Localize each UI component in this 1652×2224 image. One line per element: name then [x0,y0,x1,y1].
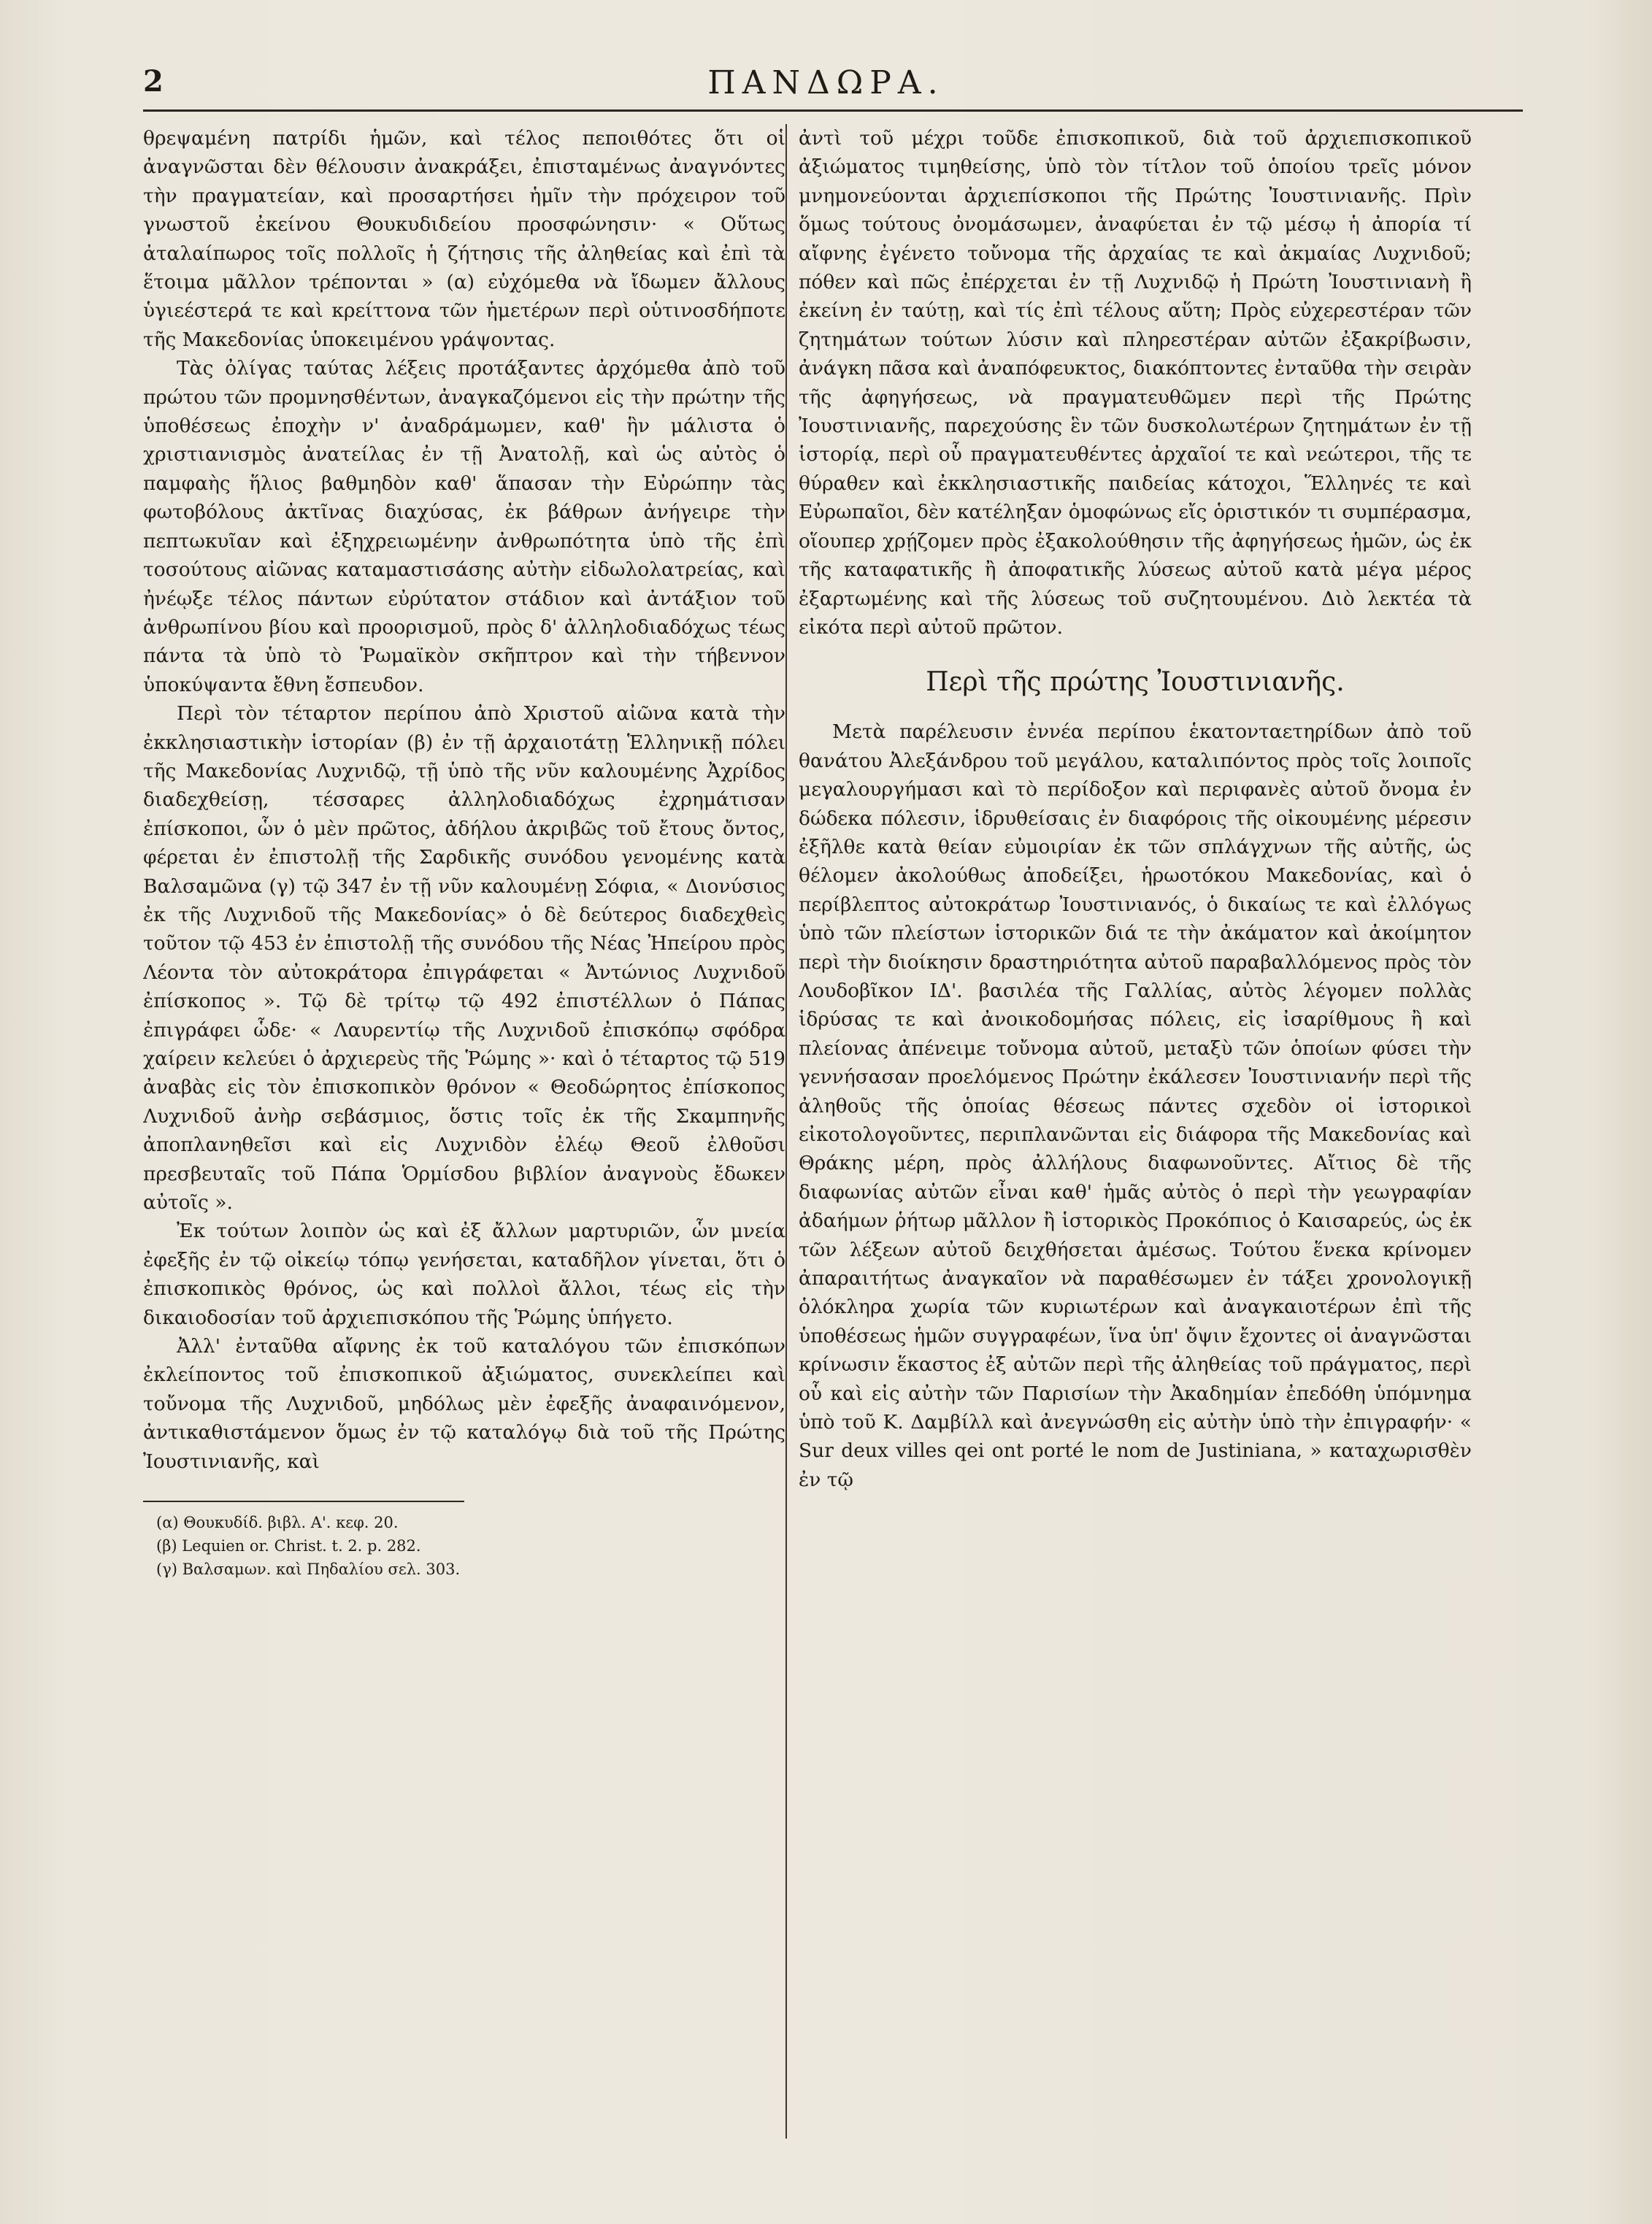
right-column [799,124,1472,2139]
paragraph: θρεψαμένη πατρίδι ἡμῶν, καὶ τέλος πεποιθότες ὅτι οἱ ἀναγνῶσται δὲν θέλουσιν ἀνακράξει, ἐπισταμένως ἀναγνόντες τὴν πραγματείαν, καὶ προσαρτήσει ἡμῖν τὴν πρόχειρον τοῦ γνωστοῦ ἐκείνου Θουκυδιδείου προσφώνησιν· « Οὕτως ἀταλαίπωρος τοῖς πολλοῖς ἡ ζήτησις τῆς ἀληθείας καὶ ἐπὶ τὰ ἕτοιμα μᾶλλον τρέπονται » (α) εὐχόμεθα νὰ ἴδωμεν ἄλλους ὑγιεέστερά τε καὶ κρείττονα τῶν ἡμετέρων περὶ οὑτινοσδήποτε τῆς Μακεδονίας ὑποκειμένου γράψοντας. [143,127,785,351]
paragraph: ἀντὶ τοῦ μέχρι τοῦδε ἐπισκοπικοῦ, διὰ τοῦ ἀρχιεπισκοπικοῦ ἀξιώματος τιμηθείσης, ὑπὸ τὸν τίτλον τοῦ ὁποίου τρεῖς μόνον μνημονεύονται ἀρχιεπίσκοποι τῆς Πρώτης Ἰουστινιανῆς. Πρὶν ὅμως τούτους ὀνομάσωμεν, ἀναφύεται ἐν τῷ μέσῳ ἡ ἀπορία τί αἴφνης ἐγένετο τοὔνομα τῆς ἀρχαίας τε καὶ ἀκμαίας Λυχνιδοῦ; πόθεν καὶ πῶς ἐπέρχεται ἐν τῇ Λυχνιδῷ ἡ Πρώτη Ἰουστινιανὴ ἢ ἐκείνη ἐν ταύτῃ, καὶ τίς ἐπὶ τέλους αὕτη; Πρὸς εὐχερεστέραν τῶν ζητημάτων τούτων λύσιν καὶ πληρεστέραν αὐτῶν ἐξακρίβωσιν, ἀνάγκη πᾶσα καὶ ἀναπόφευκτος, διακόπτοντες ἐνταῦθα τὴν σειρὰν τῆς ἀφηγήσεως, νὰ πραγματευθῶμεν περὶ τῆς Πρώτης Ἰουστινιανῆς, παρεχούσης ἓν τῶν δυσκολωτέρων ζητημάτων ἐν τῇ ἱστορίᾳ, περὶ οὗ πραγματευθέντες ἀρχαῖοί τε καὶ νεώτεροι, τῆς τε θύραθεν καὶ ἐκκλησιαστικῆς παιδείας κάτοχοι, Ἕλληνές τε καὶ Εὐρωπαῖοι, δὲν κατέληξαν ὁμοφώνως εἴς ὁριστικόν τι συμπέρασμα, οἵουπερ χρῄζομεν πρὸς ἐξακολούθησιν τῆς ἀφηγήσεως ἡμῶν, ὡς ἐκ τῆς καταφατικῆς ἢ ἀποφατικῆς λύσεως αὐτοῦ κατὰ μέγα μέρος ἐξαρτωμένης καὶ τῆς λύσεως τοῦ συζητουμένου. Διὸ λεκτέα τὰ εἰκότα περὶ αὐτοῦ πρῶτον. [799,127,1472,639]
footnote: (β) Lequien or. Christ. t. 2. p. 282. [156,1537,421,1555]
footnote: (γ) Βαλσαμων. καὶ Πηδαλίου σελ. 303. [156,1561,461,1579]
paragraph: Περὶ τὸν τέταρτον περίπου ἀπὸ Χριστοῦ αἰῶνα κατὰ τὴν ἐκκλησιαστικὴν ἱστορίαν (β) ἐν τῇ ἀρχαιοτάτῃ Ἑλληνικῇ πόλει τῆς Μακεδονίας Λυχνιδῷ, τῇ ὑπὸ τῆς νῦν καλουμένης Ἀχρίδος διαδεχθείσῃ, τέσσαρες ἀλληλοδιαδόχως ἐχρημάτισαν ἐπίσκοποι, ὧν ὁ μὲν πρῶτος, ἀδήλου ἀκριβῶς τοῦ ἔτους ὄντος, φέρεται ἐν ἐπιστολῇ τῆς Σαρδικῆς συνόδου γενομένης κατὰ Βαλσαμῶνα (γ) τῷ 347 ἐν τῇ νῦν καλουμένῃ Σόφια, « Διονύσιος ἐκ τῆς Λυχνιδοῦ τῆς Μακεδονίας» ὁ δὲ δεύτερος διαδεχθεὶς τοῦτον τῷ 453 ἐν ἐπιστολῇ τῆς συνόδου τῆς Νέας Ἠπείρου πρὸς Λέοντα τὸν αὐτοκράτορα ἐπιγράφεται « Ἀντώνιος Λυχνιδοῦ ἐπίσκοπος ». Τῷ δὲ τρίτῳ τῷ 492 ἐπιστέλλων ὁ Πάπας ἐπιγράφει ὧδε· « Λαυρεντίῳ τῆς Λυχνιδοῦ ἐπισκόπῳ σφόδρα χαίρειν κελεύει ὁ ἀρχιερεὺς τῆς Ῥώμης »· καὶ ὁ τέταρτος τῷ 519 ἀναβὰς εἰς τὸν ἐπισκοπικὸν θρόνον « Θεοδώρητος ἐπίσκοπος Λυχνιδοῦ ἀνὴρ σεβάσμιος, ὅστις τοῖς ἐκ τῆς Σκαμπηνῆς ἀποπλανηθεῖσι καὶ εἰς Λυχνιδὸν ἐλέῳ Θεοῦ ἐλθοῦσι πρεσβευταῖς τοῦ Πάπα Ὁρμίσδου βιβλίον ἀναγνοὺς ἔδωκεν αὐτοῖς ». [143,702,785,1215]
paragraph: Μετὰ παρέλευσιν ἐννέα περίπου ἑκατονταετηρίδων ἀπὸ τοῦ θανάτου Ἀλεξάνδρου τοῦ μεγάλου, καταλιπόντος πρὸς τοῖς λοιποῖς μεγαλουργήμασι καὶ τὸ περίδοξον καὶ περιφανὲς αὐτοῦ ὄνομα ἐν δώδεκα πόλεσιν, ἱδρυθείσαις ἐν διαφόροις τῆς οἰκουμένης μέρεσιν ἐξῆλθε κατὰ θείαν εὐμοιρίαν ἐκ τῶν σπλάγχνων τῆς αὐτῆς, ὡς θέλομεν ἀκολούθως ἀποδείξει, ἡρωοτόκου Μακεδονίας, καὶ ὁ περίβλεπτος αὐτοκράτωρ Ἰουστινιανός, ὁ δικαίως τε καὶ ἐλλόγως ὑπὸ τῶν πλείστων ἱστορικῶν διά τε τὴν ἀκάματον καὶ ἀκοίμητον περὶ τὴν διοίκησιν δραστηριότητα αὐτοῦ παραβαλλόμενος πρὸς τὸν Λουδοβῖκον ΙΔ'. βασιλέα τῆς Γαλλίας, αὐτὸς λέγομεν πολλὰς ἱδρύσας τε καὶ ἀνοικοδομήσας πόλεις, εἰς ἰσαρίθμους ἢ καὶ πλείονας ἀπένειμε τοὔνομα αὐτοῦ, μεταξὺ τῶν ὁποίων φύσει τὴν γεννήσασαν προελόμενος Πρώτην ἐκάλεσεν Ἰουστινιανήν περὶ τῆς ἀληθοῦς τῆς ὁποίας θέσεως πάντες σχεδὸν οἱ ἱστορικοὶ εἰκοτολογοῦντες, περιπλανῶνται εἰς διάφορα τῆς Μακεδονίας καὶ Θράκης μέρη, πρὸς ἀλλήλους διαφωνοῦντες. Αἴτιος δὲ τῆς διαφωνίας αὐτῶν εἶναι καθ' ἡμᾶς αὐτὸς ὁ περὶ τὴν γεωγραφίαν ἀδαήμων ῥήτωρ μᾶλλον ἢ ἱστορικὸς Προκόπιος ὁ Καισαρεύς, ὡς ἐκ τῶν λέξεων αὐτοῦ δειχθήσεται ἀμέσως. Τούτου ἕνεκα κρίνομεν ἀπαραιτήτως ἀναγκαῖον νὰ παραθέσωμεν ἐν τάξει χρονολογικῇ ὁλόκληρα χωρία τῶν κυριωτέρων καὶ ἀναγκαιοτέρων ἐπὶ τῆς ὑποθέσεως ἡμῶν συγγραφέων, ἵνα ὑπ' ὄψιν ἔχοντες οἱ ἀναγνῶσται κρίνωσιν ἕκαστος ἐξ αὐτῶν περὶ τῆς ἀληθείας τοῦ πράγματος, περὶ οὗ καὶ εἰς αὐτὴν τῶν Παρισίων τὴν Ἀκαδημίαν ἐπεδόθη ὑπόμνημα ὑπὸ τοῦ Κ. Δαμβίλλ καὶ ἀνεγνώσθη εἰς αὐτὴν ὑπὸ τὴν ἐπιγραφήν· « Sur deux villes qei ont porté le nom de Justiniana, » καταχωρισθὲν ἐν τῷ [799,720,1472,1491]
running-head [0,64,1652,115]
left-column [143,124,785,2139]
journal-title: ΠΑΝΔΩΡΑ. [707,64,945,101]
footnote-rule [143,1501,464,1502]
section-heading: Περὶ τῆς πρώτης Ἰουστινιανῆς. [926,667,1345,698]
page-number: 2 [143,64,164,99]
paragraph: Τὰς ὀλίγας ταύτας λέξεις προτάξαντες ἀρχόμεθα ἀπὸ τοῦ πρώτου τῶν προμνησθέντων, ἀναγκαζόμενοι εἰς τὴν πρώτην τῆς ὑποθέσεως ἐποχὴν ν' ἀναδράμωμεν, καθ' ἣν μάλιστα ὁ χριστιανισμὸς ἀνατείλας ἐν τῇ Ἀνατολῇ, καὶ ὡς αὐτὸς ὁ παμφαὴς ἥλιος βαθμηδὸν καθ' ἅπασαν τὴν Εὐρώπην τὰς φωτοβόλους ἀκτῖνας διαχύσας, ἐκ βάθρων ἀνήγειρε τὴν πεπτωκυῖαν καὶ ἐξηχρειωμένην ἀνθρωπότητα ὑπὸ τῆς ἐπὶ τοσούτους αἰῶνας καταμαστισάσης αὐτὴν εἰδωλολατρείας, καὶ ἠνέῳξε τέλος πάντων εὐρύτατον στάδιον καὶ ἀντάξιον τοῦ ἀνθρωπίνου βίου καὶ προορισμοῦ, πρὸς δ' ἀλληλοδιαδόχως τέως πάντα τὰ ὑπὸ τὸ Ῥωμαϊκὸν σκῆπτρον καὶ τὴν τήβεννον ὑποκύψαντα ἔθνη ἔσπευδον. [143,357,785,696]
footnote: (α) Θουκυδίδ. βιβλ. Α'. κεφ. 20. [156,1514,399,1532]
paragraph: Ἐκ τούτων λοιπὸν ὡς καὶ ἐξ ἄλλων μαρτυριῶν, ὧν μνεία ἐφεξῆς ἐν τῷ οἰκείῳ τόπῳ γενήσεται, καταδῆλον γίνεται, ὅτι ὁ ἐπισκοπικὸς θρόνος, ὡς καὶ πολλοὶ ἄλλοι, τέως εἰς τὴν δικαιοδοσίαν τοῦ ἀρχιεπισκόπου τῆς Ῥώμης ὑπήγετο. [143,1220,785,1329]
header-rule [143,109,1523,112]
paragraph: Ἀλλ' ἐνταῦθα αἴφνης ἐκ τοῦ καταλόγου τῶν ἐπισκόπων ἐκλείποντος τοῦ ἐπισκοπικοῦ ἀξιώματος, συνεκλείπει καὶ τοὔνομα τῆς Λυχνιδοῦ, μηδόλως μὲν ἐφεξῆς ἀναφαινόμενον, ἀντικαθιστάμενον ὅμως ἐν τῷ καταλόγῳ διὰ τοῦ τῆς Πρώτης Ἰουστινιανῆς, καὶ [143,1335,785,1473]
column-divider [785,124,787,2139]
